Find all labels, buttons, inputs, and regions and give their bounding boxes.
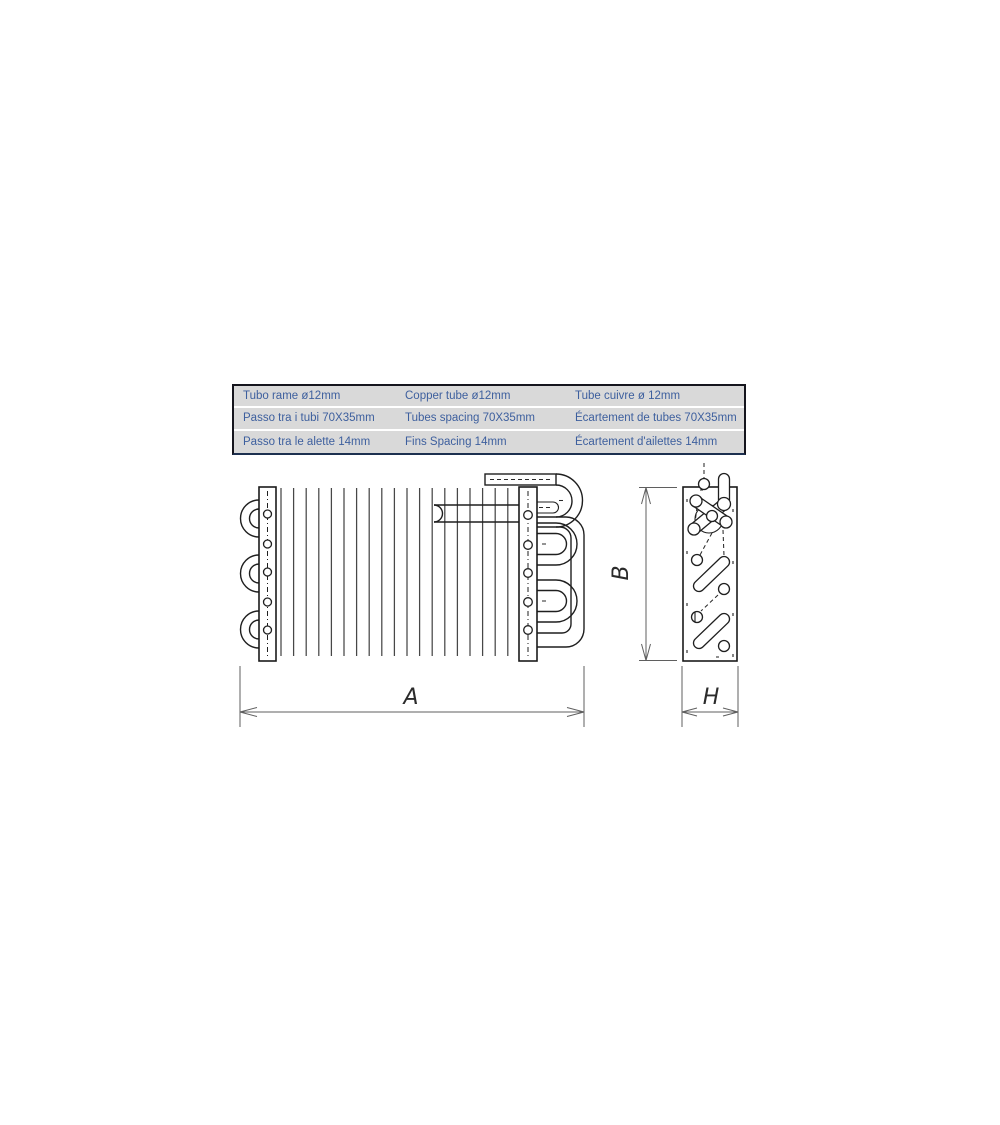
spec-tube-en: Copper tube ø12mm bbox=[405, 390, 511, 403]
left-tube-plate bbox=[259, 487, 276, 661]
spec-fins-fr: Écartement d'ailettes 14mm bbox=[575, 435, 718, 448]
dimension-a bbox=[240, 666, 584, 727]
dimension-h bbox=[682, 666, 738, 727]
fins bbox=[281, 488, 508, 656]
spec-fins-it: Passo tra le alette 14mm bbox=[243, 435, 371, 448]
front-view bbox=[241, 474, 585, 661]
dimension-h-label: H bbox=[702, 685, 720, 710]
dimension-a-label: A bbox=[403, 685, 419, 710]
right-tube-plate bbox=[519, 487, 537, 661]
side-view bbox=[683, 463, 737, 661]
left-return-bends bbox=[241, 500, 260, 648]
spec-tube-it: Tubo rame ø12mm bbox=[243, 390, 341, 403]
dimension-b-label: B bbox=[609, 565, 634, 581]
spec-tube-fr: Tube cuivre ø 12mm bbox=[575, 390, 681, 403]
spec-spacing-it: Passo tra i tubi 70X35mm bbox=[243, 412, 375, 425]
outer-loop-tube bbox=[537, 517, 584, 647]
dimension-b bbox=[609, 488, 677, 661]
spec-spacing-en: Tubes spacing 70X35mm bbox=[405, 412, 535, 425]
spec-fins-en: Fins Spacing 14mm bbox=[405, 435, 507, 448]
spec-spacing-fr: Écartement de tubes 70X35mm bbox=[575, 412, 737, 425]
